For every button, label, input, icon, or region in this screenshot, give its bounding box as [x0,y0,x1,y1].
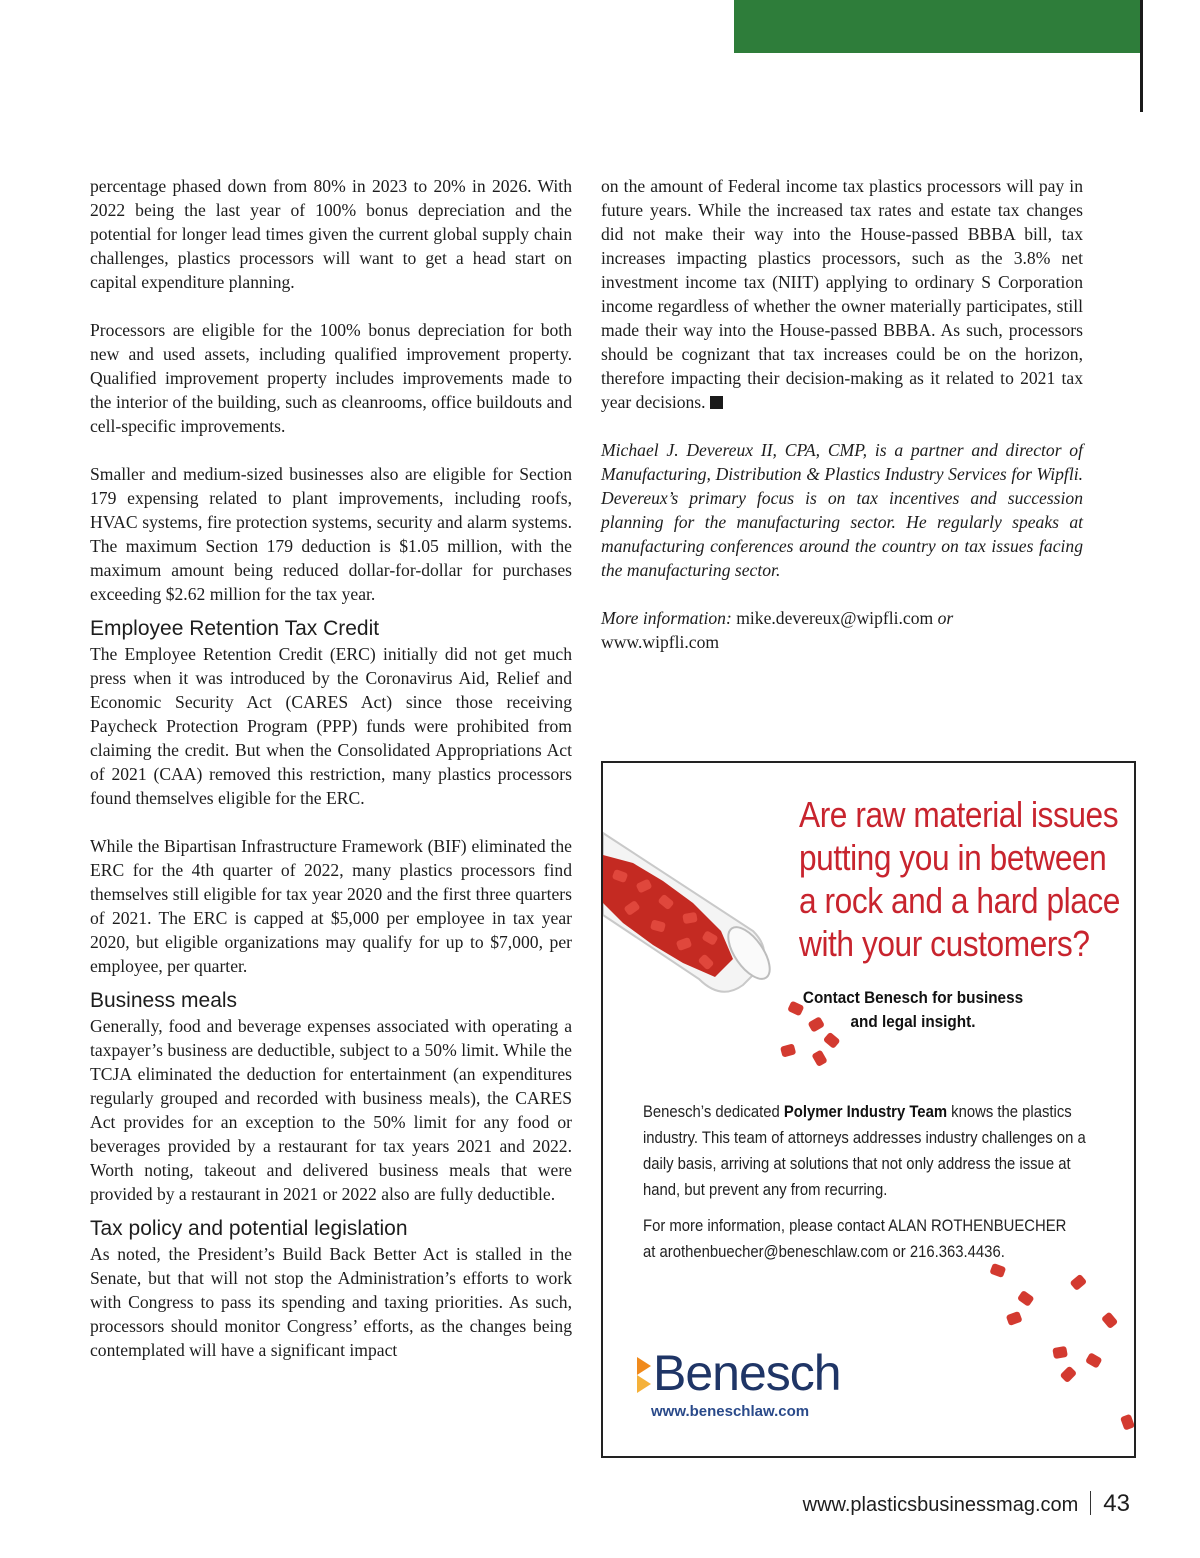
header-rule [1140,0,1143,112]
more-information [601,606,1083,654]
paragraph: While the Bipartisan Infrastructure Framework (BIF) eliminated the ERC for the 4th quarter of 2022, many plastics processors find themselves still eligible for tax year 2020 and the first three quarters of 2021. The ERC is capped at $5,000 per employee in tax year 2020, but eligible organizations may qualify for up to $7,000, per employee, per quarter. [90,836,572,976]
paragraph: Generally, food and beverage expenses associated with operating a taxpayer’s business are deductible, subject to a 50% limit. While the TCJA eliminated the deduction for entertainment (an expenditures regularly grouped and recorded with business meals), the CARES Act provides for an exception to the 50% limit for any food or beverages provided by a restaurant for tax years 2021 and 2022. Worth noting, takeout and delivered business meals that were provided by a restaurant in 2021 or 2022 also are fully deductible. [90,1016,572,1204]
section-heading-erc: Employee Retention Tax Credit [90,617,380,640]
paragraph-with-end-mark [601,174,1083,414]
section-heading-policy: Tax policy and potential legislation [90,1217,408,1240]
end-of-article-icon [710,396,723,409]
right-column [601,174,1083,654]
paragraph: Processors are eligible for the 100% bonus depreciation for both new and used assets, including qualified improvement property. Qualified improvement property includes improvements made to the interior of the building, such as cleanrooms, office buildouts and cell-specific improvements. [90,320,572,436]
headline-line: a rock and a hard place [799,880,1120,921]
footer-divider [1090,1491,1091,1515]
paragraph: The Employee Retention Credit (ERC) initially did not get much press when it was introduced by the Coronavirus Aid, Relief and Economic Security Act (CARES Act) since those receiving Paycheck Protection Program (PPP) funds were prohibited from claiming the credit. But when the Consolidated Appropriations Act of 2021 (CAA) removed this restriction, many plastics processors found themselves eligible for the ERC. [90,644,572,808]
author-bio: Michael J. Devereux II, CPA, CMP, is a partner and director of Manufacturing, Distribution & Plastics Industry Services for Wipfli. Devereux’s primary focus is on tax incentives and succession planning for the manufacturing sector. He regularly speaks at manufacturing conferences around the country on tax issues facing the manufacturing sector. [601,440,1083,580]
ad-contact [643,1213,1111,1265]
section-heading-meals: Business meals [90,989,238,1012]
ad-text: Benesch’s dedicated [643,1103,784,1121]
benesch-advertisement[interactable] [601,761,1136,1458]
wipfli-website-link[interactable]: www.wipfli.com [601,632,720,652]
headline-line: with your customers? [799,923,1090,964]
author-email-link[interactable]: mike.devereux@wipfli.com [736,608,934,628]
ad-team-name: Polymer Industry Team [783,1103,948,1121]
benesch-website-link[interactable]: www.beneschlaw.com [651,1403,810,1420]
contact-line[interactable]: at arothenbuecher@beneschlaw.com or 216.363.4436. [643,1243,1005,1261]
ad-description [643,1099,1111,1203]
contact-line: For more information, please contact ALAN ROTHENBUECHER [643,1217,1067,1235]
ad-headline [799,793,1120,965]
paragraph: As noted, the President’s Build Back Better Act is stalled in the Senate, but that will not stop the Administration’s efforts to work with Congress to pass its spending and taxing priorities. As such, processors should monitor Congress’ efforts, as the changes being contemplated will have a significant impact [90,1244,572,1360]
paragraph: Smaller and medium-sized businesses also are eligible for Section 179 expensing related to plant improvements, including roofs, HVAC systems, fire protection systems, security and alarm systems. The maximum Section 179 deduction is $1.05 million, with the maximum amount being reduced dollar-for-dollar for purchases exceeding $2.62 million for the tax year. [90,464,572,604]
header-accent-bar [734,0,1142,53]
test-tube-icon [603,833,778,992]
subheadline-line: Contact Benesch for business [802,988,1024,1007]
left-column [90,174,572,1362]
footer-site-link[interactable]: www.plasticsbusinessmag.com [802,1494,1079,1516]
more-info-label: More information: [601,608,732,628]
headline-line: putting you in between [799,837,1107,878]
page-number: 43 [1103,1490,1130,1517]
paragraph: percentage phased down from 80% in 2023 to 20% in 2026. With 2022 being the last year of 100% bonus depreciation and the potential for longer lead times given the current global supply chain challenges, plastics processors will want to get a head start on capital expenditure planning. [90,176,572,292]
headline-line: Are raw material issues [799,794,1119,835]
subheadline-line: and legal insight. [850,1012,976,1031]
benesch-logo-text: Benesch [653,1345,841,1401]
page-footer [803,1490,1130,1518]
or-word: or [937,608,954,628]
paragraph-text: on the amount of Federal income tax plastics processors will pay in future years. While the increased tax rates and estate tax changes did not make their way into the House-passed BBBA bill, tax increases impacting plastics processors, such as the 3.8% net investment income tax (NIIT) applying to ordinary S Corporation income regardless of whether the owner materially participates, still made their way into the House-passed BBBA. As such, processors should be cognizant that tax increases could be on the horizon, therefore impacting their decision-making as it related to 2021 tax year decisions. [601,176,1083,412]
ad-subheadline [769,986,1057,1034]
ad-body [643,1099,1086,1275]
ad-text: knows the plastics industry. This team of attorneys addresses industry challenges on a daily basis, arriving at solutions that not only address the issue at hand, but prevent any from recurring. [643,1103,1086,1199]
